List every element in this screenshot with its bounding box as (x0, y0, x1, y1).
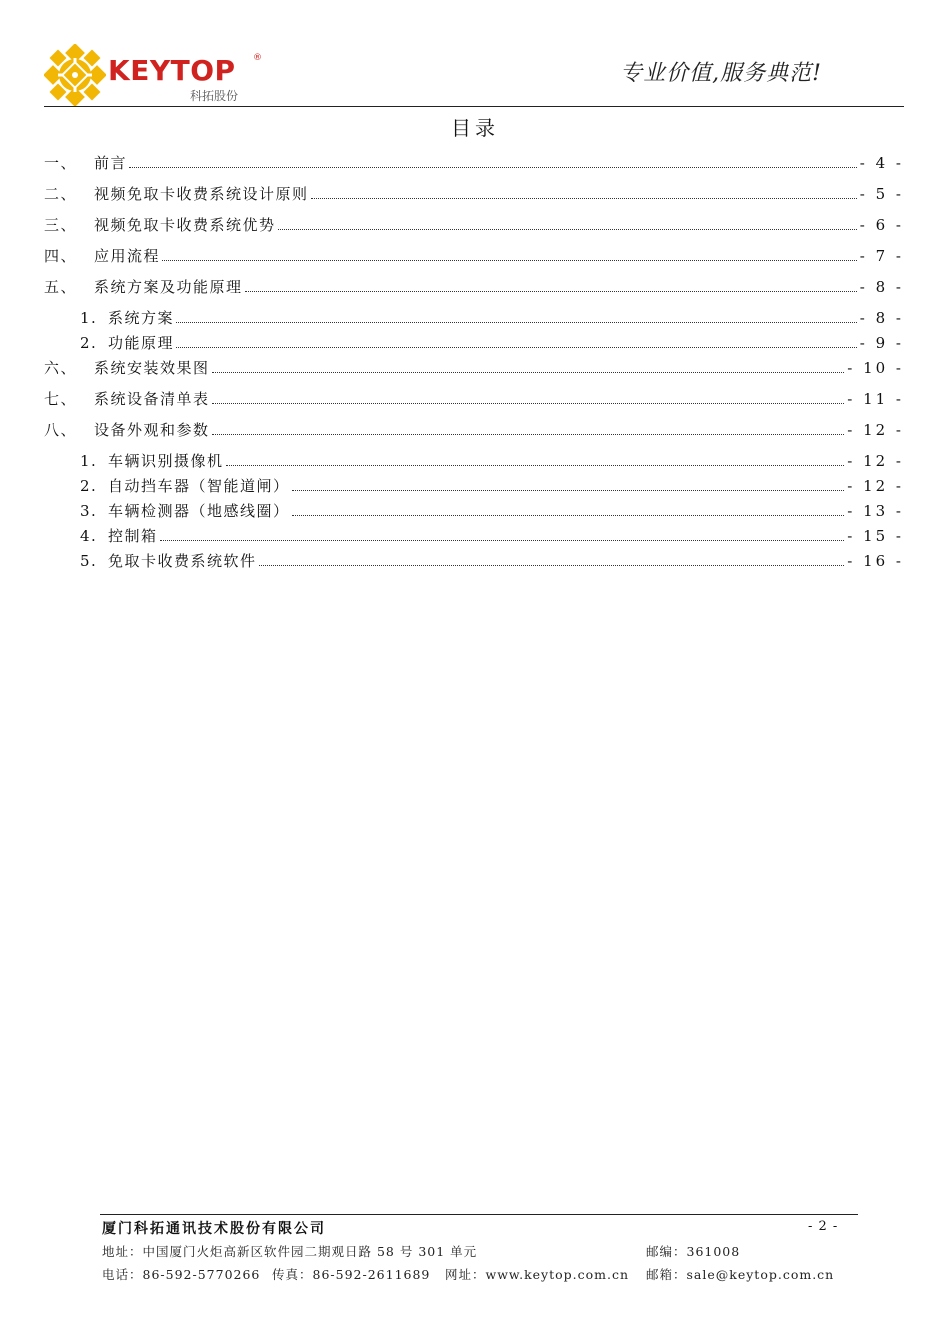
dot-leader (311, 197, 857, 199)
toc-entry[interactable] (44, 183, 904, 203)
dot-leader (212, 402, 845, 404)
toc-entry-page: - 13 - (847, 502, 904, 520)
toc-entry-number: 1. (80, 309, 98, 327)
toc-entry-label: 设备外观和参数 (94, 421, 210, 439)
dot-leader (292, 489, 845, 491)
sun-emblem-icon (44, 44, 106, 106)
dot-leader (176, 321, 857, 323)
toc-subentry[interactable] (44, 525, 904, 545)
toc-subentry[interactable] (44, 307, 904, 327)
toc-entry-label: 系统方案及功能原理 (94, 278, 243, 296)
dot-leader (245, 290, 857, 292)
toc-entry-number: 4. (80, 527, 98, 545)
toc-entry-number: 六、 (44, 359, 78, 377)
toc-entry[interactable] (44, 388, 904, 408)
toc-entry-label: 功能原理 (108, 334, 175, 352)
footer-email[interactable]: 邮箱：sale@keytop.com.cn (646, 1267, 835, 1282)
toc-entry-label: 系统方案 (108, 309, 175, 327)
toc-subentry[interactable] (44, 450, 904, 470)
toc-entry[interactable] (44, 245, 904, 265)
dot-leader (160, 539, 845, 541)
footer-phone: 电话：86-592-5770266 (102, 1267, 261, 1282)
keytop-logo (44, 44, 264, 106)
toc-entry-number: 5. (80, 552, 98, 570)
toc-entry-label: 系统安装效果图 (94, 359, 210, 377)
toc-entry-label: 视频免取卡收费系统设计原则 (94, 185, 309, 203)
brand-name: KEYTOP (108, 54, 236, 87)
toc-entry-label: 车辆识别摄像机 (108, 452, 224, 470)
dot-leader (226, 464, 845, 466)
toc-entry-number: 八、 (44, 421, 78, 439)
footer-address: 地址：中国厦门火炬高新区软件园二期观日路 58 号 301 单元 (102, 1244, 478, 1259)
toc-entry-label: 控制箱 (108, 527, 158, 545)
toc-entry-label: 系统设备清单表 (94, 390, 210, 408)
toc-title: 目录 (451, 116, 499, 140)
toc-entry-page: - 12 - (847, 452, 904, 470)
toc-entry-page: - 5 - (859, 185, 904, 203)
dot-leader (292, 514, 845, 516)
toc-subentry[interactable] (44, 332, 904, 352)
registered-mark: ® (253, 53, 262, 63)
dot-leader (176, 346, 857, 348)
dot-leader (162, 259, 857, 261)
toc-entry-page: - 12 - (847, 477, 904, 495)
toc-entry-label: 视频免取卡收费系统优势 (94, 216, 276, 234)
toc-entry-label: 前言 (94, 154, 128, 172)
toc-entry[interactable] (44, 152, 904, 172)
toc-entry-page: - 15 - (847, 527, 904, 545)
toc-subentry[interactable] (44, 550, 904, 570)
toc-entry[interactable] (44, 357, 904, 377)
slogan: 专业价值,服务典范! (620, 61, 822, 86)
header-divider (44, 106, 904, 107)
toc-entry-label: 免取卡收费系统软件 (108, 552, 257, 570)
company-name: 厦门科拓通讯技术股份有限公司 (102, 1221, 326, 1237)
dot-leader (278, 228, 857, 230)
toc-entry-number: 七、 (44, 390, 78, 408)
page-number: - 2 - (808, 1219, 839, 1234)
toc-entry-number: 2. (80, 477, 98, 495)
toc-entry-number: 二、 (44, 185, 78, 203)
toc-entry[interactable] (44, 419, 904, 439)
toc-entry[interactable] (44, 214, 904, 234)
toc-subentry[interactable] (44, 500, 904, 520)
toc-entry-page: - 8 - (859, 278, 904, 296)
dot-leader (212, 371, 845, 373)
toc-entry-page: - 7 - (859, 247, 904, 265)
toc-entry-label: 车辆检测器（地感线圈） (108, 502, 290, 520)
toc-entry-page: - 11 - (847, 390, 904, 408)
footer-postcode: 邮编：361008 (646, 1244, 741, 1259)
toc-entry-number: 3. (80, 502, 98, 520)
toc-entry-number: 四、 (44, 247, 78, 265)
footer-website[interactable]: 网址：www.keytop.com.cn (445, 1267, 630, 1282)
dot-leader (212, 433, 845, 435)
toc-entry-page: - 6 - (859, 216, 904, 234)
footer-divider (100, 1214, 858, 1215)
toc-entry-label: 自动挡车器（智能道闸） (108, 477, 290, 495)
toc-entry-number: 2. (80, 334, 98, 352)
toc-entry-page: - 4 - (859, 154, 904, 172)
toc-entry-page: - 10 - (847, 359, 904, 377)
toc-entry-page: - 8 - (859, 309, 904, 327)
toc-entry-page: - 12 - (847, 421, 904, 439)
dot-leader (259, 564, 845, 566)
footer-fax: 传真：86-592-2611689 (272, 1267, 431, 1282)
toc-entry-page: - 16 - (847, 552, 904, 570)
toc-entry-number: 三、 (44, 216, 78, 234)
toc-entry-number: 五、 (44, 278, 78, 296)
toc-entry-number: 1. (80, 452, 98, 470)
toc-entry-page: - 9 - (859, 334, 904, 352)
brand-chinese-name: 科拓股份 (190, 89, 239, 103)
toc-entry[interactable] (44, 276, 904, 296)
dot-leader (129, 166, 857, 168)
toc-subentry[interactable] (44, 475, 904, 495)
toc-entry-number: 一、 (44, 154, 78, 172)
toc-entry-label: 应用流程 (94, 247, 161, 265)
